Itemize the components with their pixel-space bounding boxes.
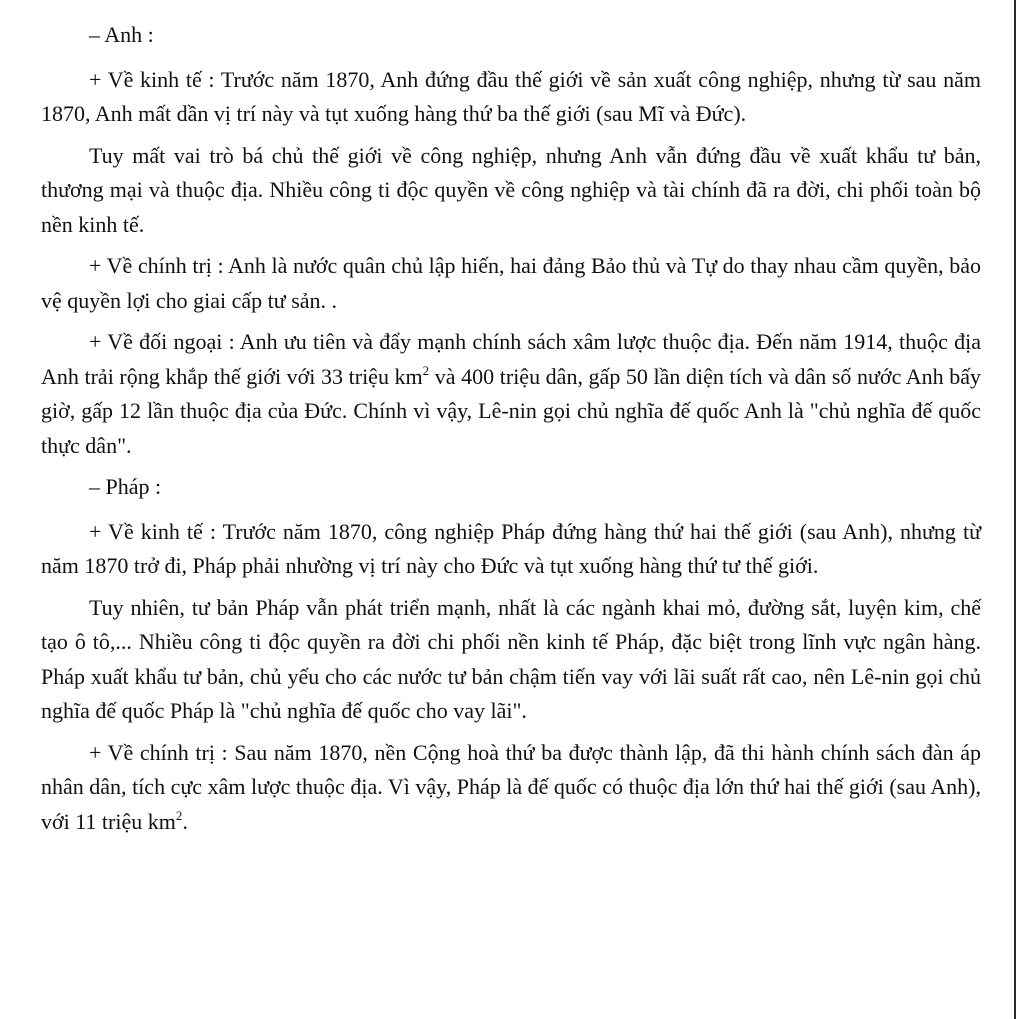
page-top-edge	[430, 0, 610, 5]
paragraph-anh-foreign-text-before: + Về đối ngoại : Anh ưu tiên và đẩy mạnh chính sách xâm lược thuộc địa. Đến năm 1914, thuộc địa Anh trải rộng khắp thế giới với 33 triệu km	[41, 329, 981, 389]
section-heading-phap: – Pháp :	[89, 474, 162, 499]
paragraph-phap-politics	[41, 736, 981, 840]
paragraph-phap-politics-text-before: + Về chính trị : Sau năm 1870, nền Cộng hoà thứ ba được thành lập, đã thi hành chính sách đàn áp nhân dân, tích cực xâm lược thuộc địa. Vì vậy, Pháp là đế quốc có thuộc địa lớn thứ hai thế giới (sau Anh), với 11 triệu km	[41, 739, 981, 834]
paragraph-anh-foreign-text-after: và 400 triệu dân, gấp 50 lần diện tích và dân số nước Anh bấy giờ, gấp 12 lần thuộc địa của Đức. Chính vì vậy, Lê-nin gọi chủ nghĩa đế quốc Anh là "chủ nghĩa đế quốc thực dân".	[41, 363, 981, 458]
paragraph-phap-economy-continued: Tuy nhiên, tư bản Pháp vẫn phát triển mạnh, nhất là các ngành khai mỏ, đường sắt, luyện kim, chế tạo ô tô,... Nhiều công ti độc quyền ra đời chi phối nền kinh tế Pháp, đặc biệt trong lĩnh vực ngân hàng. Pháp xuất khẩu tư bản, chủ yếu cho các nước tư bản chậm tiến vay với lãi suất rất cao, nên Lê-nin gọi chủ nghĩa đế quốc Pháp là "chủ nghĩa đế quốc cho vay lãi".	[41, 594, 981, 723]
paragraph-phap-economy: + Về kinh tế : Trước năm 1870, công nghiệp Pháp đứng hàng thứ hai thế giới (sau Anh), nhưng từ năm 1870 trở đi, Pháp phải nhường vị trí này cho Đức và tụt xuống hàng thứ tư thế giới.	[41, 518, 981, 578]
paragraph-phap-politics-text-after: .	[182, 808, 188, 834]
document-body	[41, 18, 981, 846]
paragraph-anh-economy-continued: Tuy mất vai trò bá chủ thế giới về công nghiệp, nhưng Anh vẫn đứng đầu về xuất khẩu tư bản, thương mại và thuộc địa. Nhiều công ti độc quyền về công nghiệp và tài chính đã ra đời, chi phối toàn bộ nền kinh tế.	[41, 142, 981, 237]
paragraph-anh-foreign-policy	[41, 325, 981, 463]
superscript-square: 2	[175, 807, 183, 823]
paragraph-anh-economy: + Về kinh tế : Trước năm 1870, Anh đứng đầu thế giới về sản xuất công nghiệp, nhưng từ sau năm 1870, Anh mất dần vị trí này và tụt xuống hàng thứ ba thế giới (sau Mĩ và Đức).	[41, 66, 981, 126]
superscript-square: 2	[422, 362, 430, 378]
page-right-border	[1014, 0, 1024, 1019]
section-heading-anh: – Anh :	[89, 22, 154, 47]
paragraph-anh-politics: + Về chính trị : Anh là nước quân chủ lập hiến, hai đảng Bảo thủ và Tự do thay nhau cầm quyền, bảo vệ quyền lợi cho giai cấp tư sản. .	[41, 253, 981, 313]
